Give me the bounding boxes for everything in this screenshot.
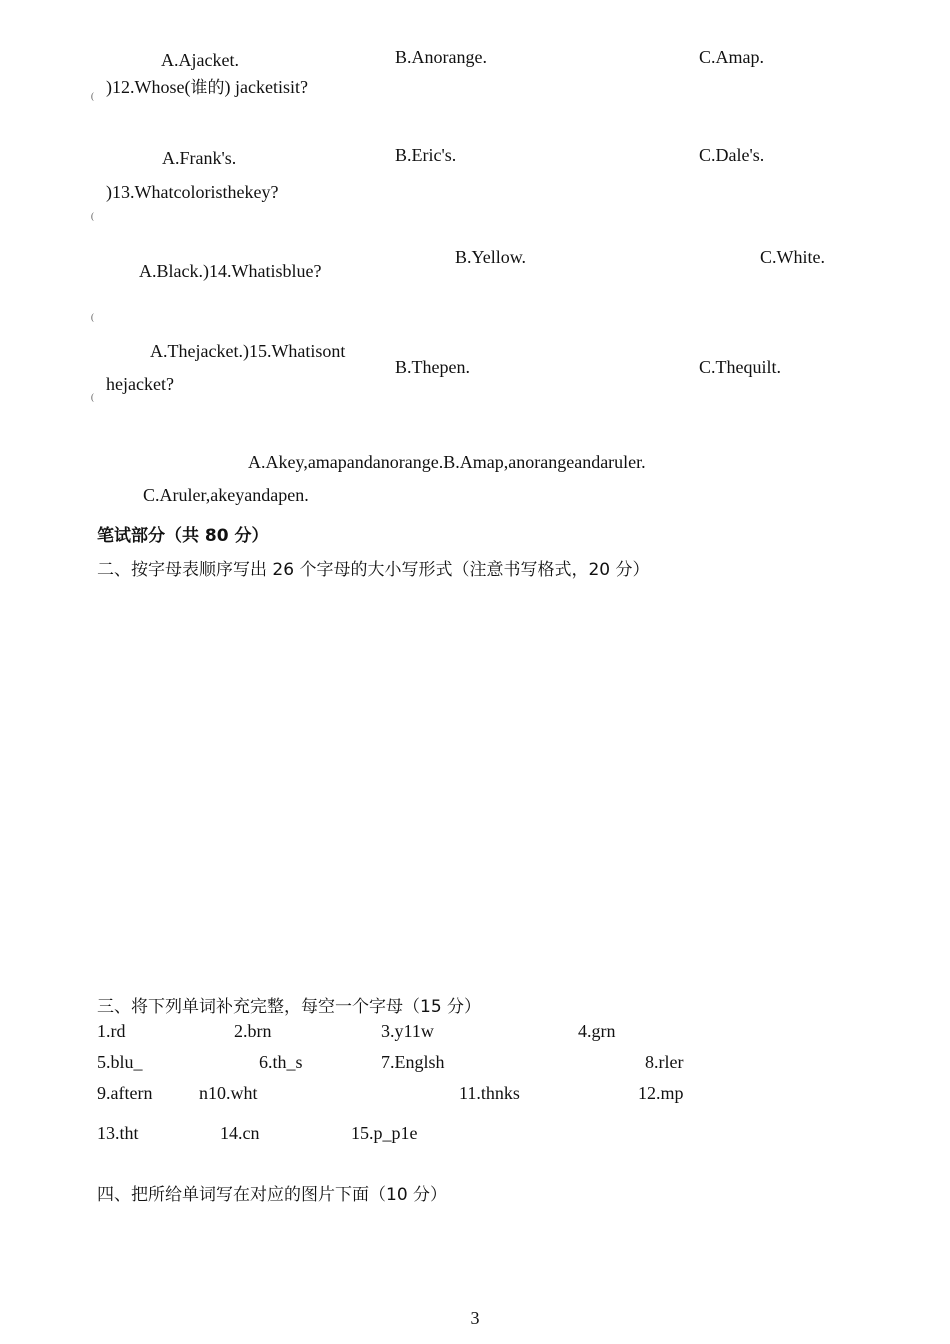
word-10: n10.wht [199,1083,258,1103]
word-14: 14.cn [220,1123,260,1143]
word-11: 11.thnks [459,1083,520,1103]
word-12: 12.mp [638,1083,684,1103]
word-13: 13.tht [97,1123,139,1143]
q12-suffix: ) jacketisit? [224,77,308,97]
q11-option-b: B.Anorange. [395,47,487,67]
question-12 [106,76,308,99]
q14-option-c: C.Thequilt. [699,357,781,377]
word-8: 8.rler [645,1052,684,1072]
paren-mark: ( [91,392,94,402]
q13-option-a-q14: A.Black.)14.Whatisblue? [139,261,322,281]
q12-prefix: )12.Whose( [106,77,191,97]
q12-cn: 谁的 [190,78,225,98]
q12-option-c: C.Dale's. [699,145,765,165]
page-number: 3 [470,1308,480,1328]
q11-option-c: C.Amap. [699,47,764,67]
q12-option-a: A.Frank's. [162,148,237,168]
word-1: 1.rd [97,1021,126,1041]
section-4-title: 四、把所给单词写在对应的图片下面（10 分） [97,1185,448,1205]
q15-option-c: C.Aruler,akeyandapen. [143,485,309,505]
word-5: 5.blu_ [97,1052,143,1072]
word-9: 9.aftern [97,1083,153,1103]
paren-mark: ( [91,312,94,322]
q14-option-a-q15: A.Thejacket.)15.Whatisont [150,341,346,361]
q14-option-b: B.Thepen. [395,357,470,377]
q15-options-ab: A.Akey,amapandanorange.B.Amap,anorangeandaruler. [248,452,646,472]
paren-mark: ( [91,211,94,221]
paren-mark: ( [91,91,94,101]
section-2-title: 二、按字母表顺序写出 26 个字母的大小写形式（注意书写格式，20 分） [97,560,650,580]
q12-option-b: B.Eric's. [395,145,457,165]
section-3-title: 三、将下列单词补充完整，每空一个字母（15 分） [97,997,482,1017]
word-3: 3.y11w [381,1021,434,1041]
q13-option-b: B.Yellow. [455,247,527,267]
word-15: 15.p_p1e [351,1123,418,1143]
question-13: )13.Whatcoloristhekey? [106,182,279,202]
q13-option-c: C.White. [760,247,825,267]
written-heading: 笔试部分（共 80 分） [97,526,269,546]
word-2: 2.brn [234,1021,272,1041]
word-4: 4.grn [578,1021,616,1041]
q11-option-a: A.Ajacket. [161,50,239,70]
word-6: 6.th_s [259,1052,303,1072]
q15-continuation: hejacket? [106,374,174,394]
word-7: 7.Englsh [381,1052,445,1072]
